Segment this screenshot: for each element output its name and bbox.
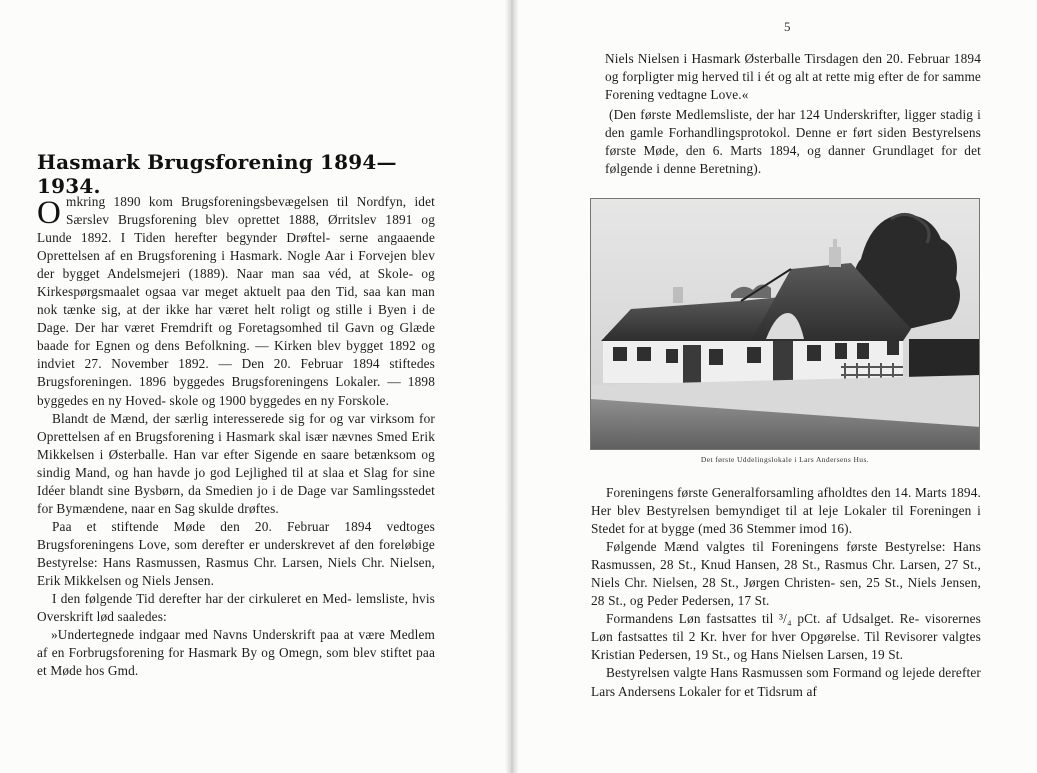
intro-paragraph [37,193,435,410]
paragraph: (Den første Medlemsliste, der har 124 Underskrifter, ligger stadig i den gamle Forhandlingsprotokol. Denne er ført siden Bestyrelsens første Møde, den 6. Marts 1894, og danner Grundlaget for det følgende i denne Beretning). [605,107,981,177]
book-gutter [505,0,519,773]
paragraph: Bestyrelsen valgte Hans Rasmussen som Formand og lejede derefter Lars Andersens Lokaler for et Tidsrum af [591,665,981,699]
paragraph: Blandt de Mænd, der særlig interesserede sig for og var virksom for Oprettelsen af en Brugsforening i Hasmark skal især nævnes Smed Erik Mikkelsen i Østerballe. Han var efter Sigende en saare betænksom og sindig Mand, og han havde jo god Lejlighed til at slaa et Slag for sine Idéer blandt sine Bysbørn, da Smedien jo i de Dage var Samlingsstedet for Bymændene, naar en Sag skulde drøftes. [37,410,435,516]
drop-cap: O [37,195,61,231]
left-text-column [37,193,435,680]
farmhouse-photo [590,198,980,450]
photo-caption: Det første Uddelingslokale i Lars Andersens Hus. [700,455,870,464]
paragraph: Følgende Mænd valgtes til Foreningens første Bestyrelse: Hans Rasmussen, 28 St., Knud Hansen, 28 St., Rasmus Chr. Larsen, 27 St., Niels Chr. Nielsen, 28 St., Jørgen Christen- sen, 25 St., Niels Jensen, 28 St., og Peder Pedersen, 17 St. [591,539,981,609]
paragraph: Paa et stiftende Møde den 20. Februar 1894 vedtoges Brugsforeningens Love, som derefter er underskrevet af den foreløbige Bestyrelse: Hans Rasmussen, Rasmus Chr. Larsen, Niels Chr. Nielsen, Erik Mikkelsen og Niels Jensen. [37,518,435,588]
paragraph: Formandens Løn fastsattes til ³/₄ pCt. af Udsalget. Re- visorernes Løn fastsattes til 2 Kr. hver for hver Opgørelse. Til Revisorer valgtes Kristian Pedersen, 19 St., og Hans Nielsen Larsen, 19 St. [591,611,981,663]
left-page [0,0,505,773]
right-bottom-text [591,484,981,701]
quote-paragraph: »Undertegnede indgaar med Navns Underskrift paa at være Medlem af en Forbrugsforening for Hasmark By og Omegn, som blev stiftet paa et Møde hos Gmd. [37,627,435,679]
page-title: Hasmark Brugsforening 1894—1934. [37,150,397,198]
right-top-text [605,50,981,178]
paragraph: Foreningens første Generalforsamling afholdtes den 14. Marts 1894. Her blev Bestyrelsen bemyndiget til at leje Lokaler til Foreningen i Stedet for at bygge (med 36 Stemmer imod 16). [591,485,981,537]
right-page [519,0,1037,773]
paragraph: I den følgende Tid derefter har der cirkuleret en Med- lemsliste, hvis Overskrift lød saaledes: [37,591,435,625]
intro-paragraph-text: mkring 1890 kom Brugsforeningsbevægelsen til Nordfyn, idet Særslev Brugsforening blev oprettet 1888, Ørritslev 1891 og Lunde 1892. I Tiden herefter begynder Drøftel- serne angaaende Oprettelsen af en Brugsforening i Hasmark. Nogle Aar i Forvejen blev der bygget Andelsmejeri (1889). Naar man saa véd, at Skole- og Kirkespørgsmaalet ogsaa var meget aktuelt paa den Tid, saa kan man nok tænke sig, at der ikke har været helt roligt og stille i Byen i de Dage. Der har været Fremdrift og Foretagsomhed til Gavn og Glæde baade for Egnen og dens Befolkning. — Kirken blev bygget 1892 og indviet 27. November 1892. — Den 20. Februar 1894 stiftedes Brugsforeningen. 1896 byggedes Brugsforeningens Lokaler. — 1898 byggedes en ny Hoved- skole og 1900 byggedes en ny Forskole. [37,194,435,408]
quote-continuation: Niels Nielsen i Hasmark Østerballe Tirsdagen den 20. Februar 1894 og forpligter mig herved til i ét og alt at rette mig efter de for samme Forening vedtagne Love.« [605,51,981,103]
page-number: 5 [784,19,791,34]
